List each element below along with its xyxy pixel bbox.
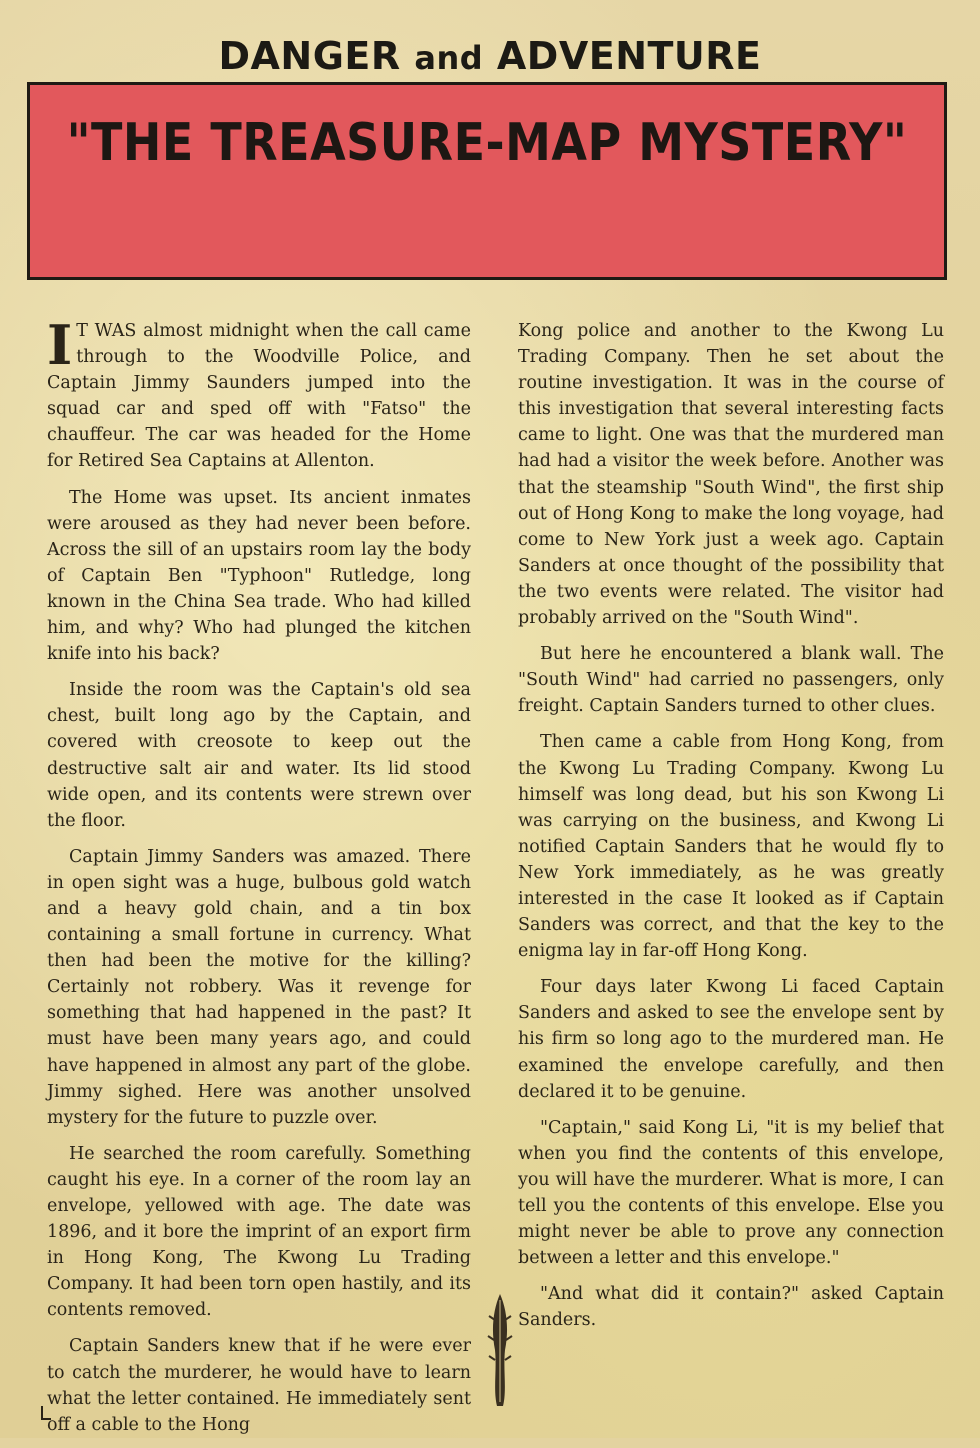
corner-mark-icon [40,1405,52,1421]
series-header [0,34,980,78]
series-header-word-1: DANGER [218,34,401,78]
paragraph: Captain Jimmy Sanders was amazed. There in open sight was a huge, bulbous gold watch and a heavy gold chain, and a tin box containing a small fortune in currency. What then had been the motive for the killing? Certainly not robbery. Was it revenge for something that had happened in the past? It must have been many years ago, and could have happened in almost any part of the globe. Jimmy sighed. Here was another unsolved mystery for the future to puzzle over. [47,846,471,1128]
quill-ornament-icon [483,1290,517,1410]
paragraph: The Home was upset. Its ancient inmates were aroused as they had never been before. Across the sill of an upstairs room lay the body of Captain Ben "Typhoon" Rutledge, long known in the China Sea trade. Who had killed him, and why? Who had plunged the kitchen knife into his back? [47,487,471,665]
series-header-word-2: ADVENTURE [496,34,762,78]
paragraph [47,313,471,475]
paragraph: Captain Sanders knew that if he were ever to catch the murderer, he would have to learn what the letter contained. He immediately sent off a cable to the Hong [47,1336,471,1435]
drop-cap: I [47,313,73,377]
text-column-left [47,313,471,1448]
text-column-right [518,318,944,1343]
paragraph-text: T WAS almost midnight when the call came through to the Woodville Police, and Captain Jimmy Saunders jumped into the squad car and sped off with "Fatso" the chauffeur. The car was headed for the Home for Retired Sea Captains at Allenton. [47,321,471,472]
paragraph: Four days later Kwong Li faced Captain Sanders and asked to see the envelope sent by his firm so long ago to the murdered man. He examined the envelope carefully, and then declared it to be genuine. [518,977,944,1102]
paragraph: "And what did it contain?" asked Captain Sanders. [518,1284,944,1331]
series-header-and: and [414,39,484,77]
paragraph: But here he encountered a blank wall. The "South Wind" had carried no passengers, only freight. Captain Sanders turned to other clues. [518,644,944,717]
paragraph: Inside the room was the Captain's old sea chest, built long ago by the Captain, and covered with creosote to keep out the destructive salt air and water. Its lid stood wide open, and its contents were strewn over the floor. [47,680,471,831]
paragraph: "Captain," said Kong Li, "it is my belief that when you find the contents of this envelope, you will have the murderer. What is more, I can tell you the contents of this envelope. Else you might never be able to prove any connection between a letter and this envelope." [518,1117,944,1269]
story-title: "THE TREASURE-MAP MYSTERY" [66,111,908,173]
story-title-banner [27,82,947,280]
paragraph: Kong police and another to the Kwong Lu Trading Company. Then he set about the routine investigation. It was in the course of this investigation that several interesting facts came to light. One was that the murdered man had had a visitor the week before. Another was that the steamship "South Wind", the first ship out of Hong Kong to make the long voyage, had come to New York just a week ago. Captain Sanders at once thought of the possibility that the two events were related. The visitor had probably arrived on the "South Wind". [518,321,944,629]
paragraph: He searched the room carefully. Something caught his eye. In a corner of the room lay an envelope, yellowed with age. The date was 1896, and it bore the imprint of an export firm in Hong Kong, The Kwong Lu Trading Company. It had been torn open hastily, and its contents removed. [47,1143,471,1321]
paragraph: Then came a cable from Hong Kong, from the Kwong Lu Trading Company. Kwong Lu himself was long dead, but his son Kwong Li was carrying on the business, and Kwong Li notified Captain Sanders that he would fly to New York immediately, as he was greatly interested in the case It looked as if Captain Sanders was correct, and that the key to the enigma lay in far-off Hong Kong. [518,732,944,962]
